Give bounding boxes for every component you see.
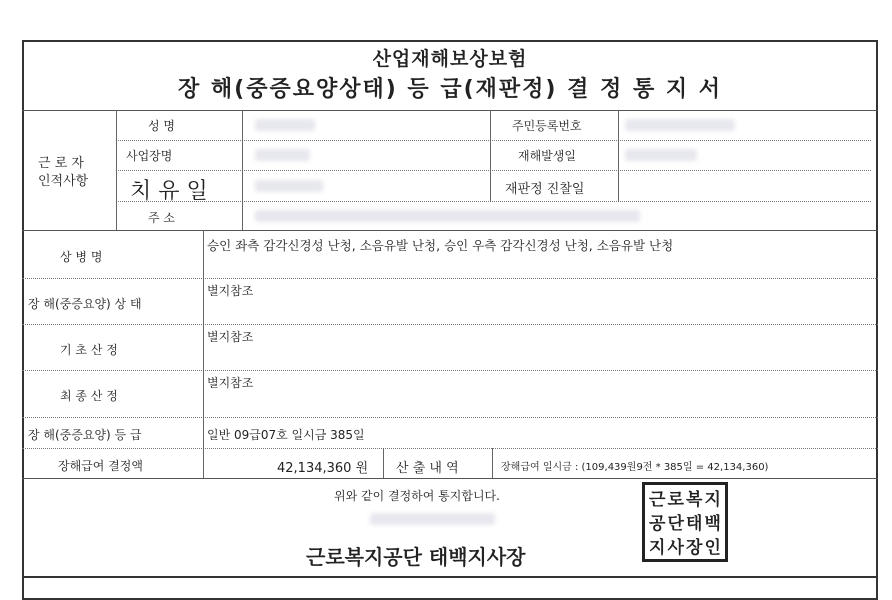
seal-char: 근 bbox=[649, 490, 666, 510]
seal-char: 지 bbox=[704, 490, 721, 510]
divider bbox=[22, 278, 878, 279]
divider bbox=[383, 448, 384, 478]
basic-calc-label: 기 초 산 정 bbox=[60, 343, 118, 357]
seal-char: 인 bbox=[704, 538, 721, 558]
worker-section-label: 인적사항 bbox=[38, 174, 89, 189]
redacted-cure-date bbox=[255, 180, 323, 192]
status-value: 별지참조 bbox=[207, 284, 254, 298]
redacted-id bbox=[625, 119, 735, 131]
redacted-workplace bbox=[255, 149, 310, 161]
seal-char: 장 bbox=[686, 538, 703, 558]
divider bbox=[116, 170, 871, 171]
amount-label: 장해급여 결정액 bbox=[58, 459, 143, 473]
workplace-label: 사업장명 bbox=[126, 149, 173, 163]
title-notice: 장 해(중증요양상태) 등 급(재판정) 결 정 통 지 서 bbox=[177, 77, 723, 102]
basic-calc-value: 별지참조 bbox=[207, 330, 254, 344]
accident-date-label: 재해발생일 bbox=[518, 149, 576, 163]
amount-value: 42,134,360 원 bbox=[277, 461, 369, 476]
seal-char: 단 bbox=[667, 514, 684, 534]
divider bbox=[22, 370, 878, 371]
seal-char: 태 bbox=[686, 514, 703, 534]
name-label: 성 명 bbox=[148, 119, 175, 133]
disease-label: 상 병 명 bbox=[60, 250, 103, 264]
divider bbox=[490, 110, 491, 202]
divider bbox=[116, 201, 871, 202]
seal-char: 공 bbox=[649, 514, 666, 534]
calc-value: 장해급여 일시금 : (109,439원9전 * 385일 = 42,134,360) bbox=[501, 462, 769, 473]
grade-value: 일반 09급07호 일시금 385일 bbox=[207, 428, 365, 442]
divider bbox=[492, 448, 493, 478]
divider bbox=[22, 417, 878, 418]
divider bbox=[22, 448, 878, 449]
title-insurance: 산업재해보상보험 bbox=[372, 48, 528, 70]
redacted-date bbox=[370, 513, 495, 525]
issuer-name: 근로복지공단 태백지사장 bbox=[306, 545, 526, 569]
calc-label: 산 출 내 역 bbox=[396, 461, 459, 476]
seal-char: 지 bbox=[649, 538, 666, 558]
cure-date-label: 치 유 일 bbox=[130, 179, 208, 204]
final-calc-label: 최 종 산 정 bbox=[60, 389, 118, 403]
divider bbox=[22, 478, 878, 479]
seal-char: 복 bbox=[686, 490, 703, 510]
divider bbox=[22, 230, 878, 231]
final-calc-value: 별지참조 bbox=[207, 376, 254, 390]
divider bbox=[22, 324, 878, 325]
divider bbox=[203, 230, 204, 478]
grade-label: 장 해(중증요양) 등 급 bbox=[28, 428, 142, 442]
official-seal bbox=[642, 482, 728, 562]
divider bbox=[116, 110, 117, 230]
status-label: 장 해(중증요양) 상 태 bbox=[28, 297, 142, 311]
seal-char: 로 bbox=[667, 490, 684, 510]
seal-char: 백 bbox=[704, 514, 721, 534]
divider bbox=[116, 140, 871, 141]
disease-value: 승인 좌측 감각신경성 난청, 소음유발 난청, 승인 우측 감각신경성 난청, 소음유발 난청 bbox=[207, 238, 674, 253]
seal-char: 사 bbox=[667, 538, 684, 558]
divider bbox=[242, 110, 243, 230]
reexam-date-label: 재판정 진찰일 bbox=[505, 182, 585, 197]
divider bbox=[22, 576, 878, 578]
redacted-name bbox=[255, 119, 315, 131]
worker-section-label: 근 로 자 bbox=[38, 156, 84, 171]
id-label: 주민등록번호 bbox=[512, 119, 582, 133]
notice-text: 위와 같이 결정하여 통지합니다. bbox=[334, 489, 500, 503]
redacted-accident-date bbox=[625, 149, 697, 161]
divider bbox=[22, 110, 878, 111]
divider bbox=[618, 110, 619, 202]
redacted-address bbox=[255, 210, 640, 222]
address-label: 주 소 bbox=[148, 211, 175, 225]
